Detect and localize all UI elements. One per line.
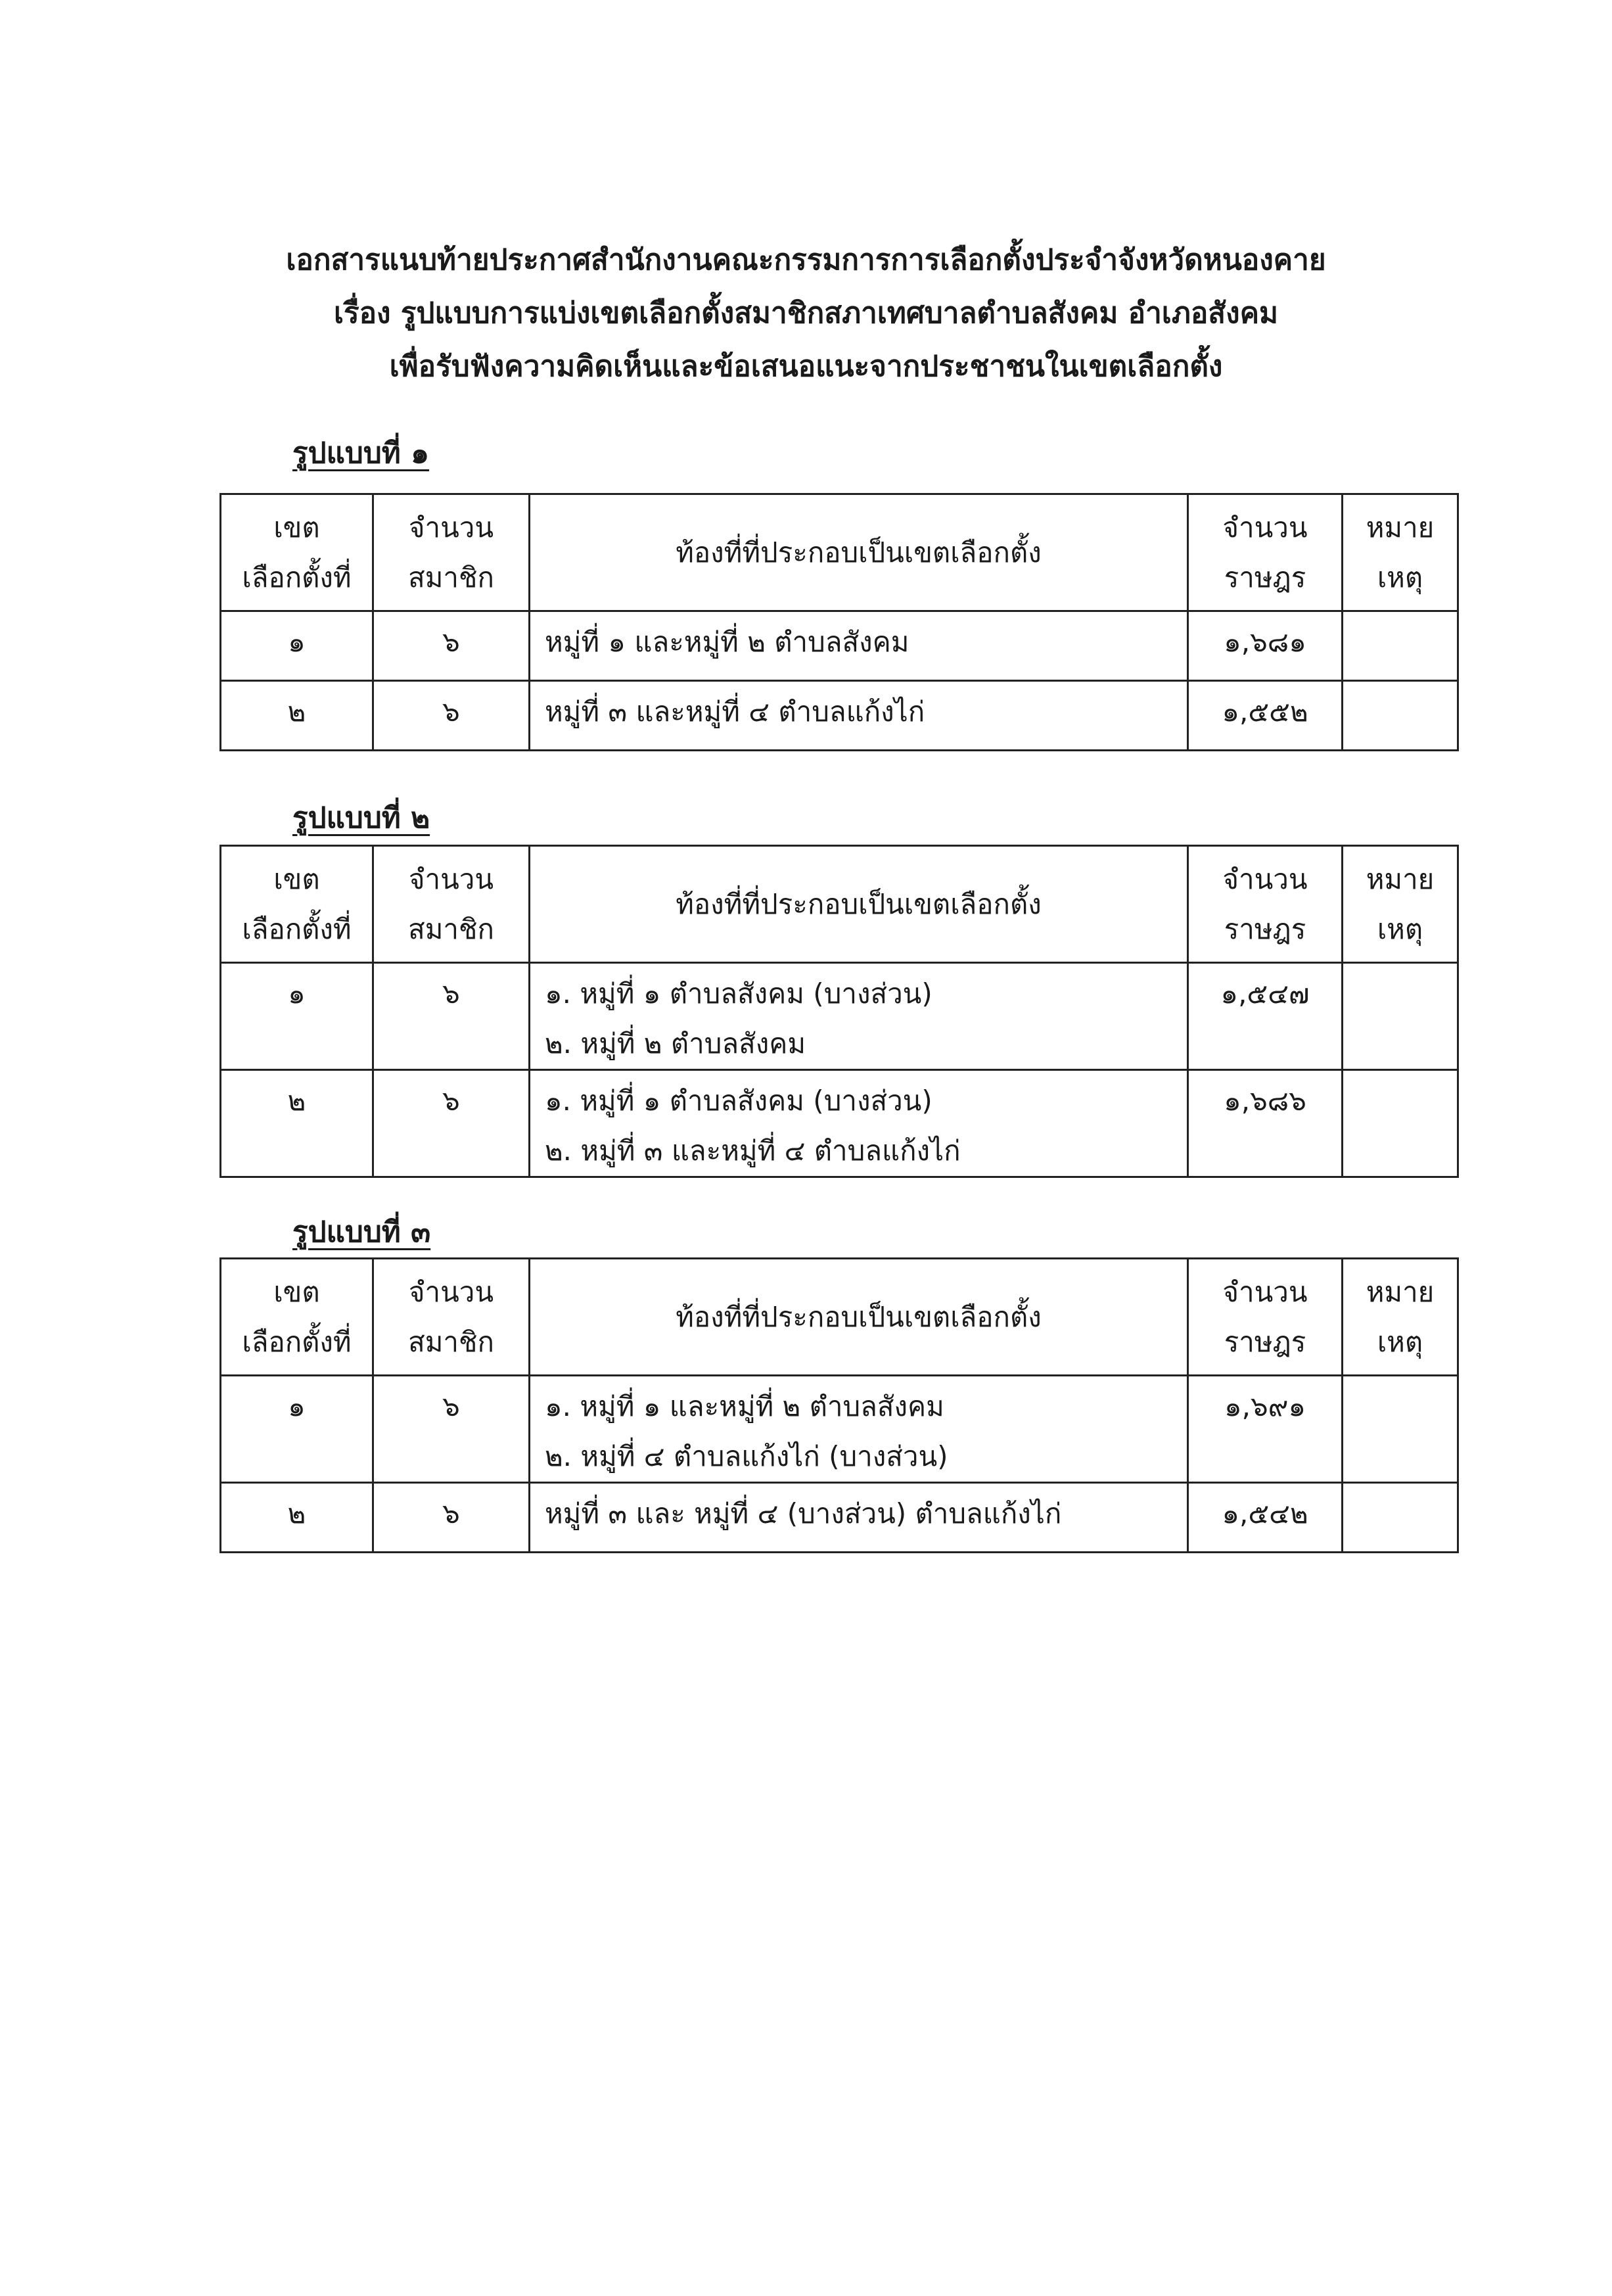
table-row bbox=[221, 1070, 1458, 1177]
column-header-members: จำนวน สมาชิก bbox=[373, 1259, 530, 1376]
column-header-population: จำนวน ราษฎร bbox=[1188, 1259, 1343, 1376]
note-cell bbox=[1343, 1376, 1458, 1483]
model-1-table bbox=[219, 493, 1459, 751]
table-header-row bbox=[221, 494, 1458, 611]
area-description: ๑. หมู่ที่ ๑ ตำบลสังคม (บางส่วน) ๒. หมู่ที่ ๒ ตำบลสังคม bbox=[530, 963, 1188, 1070]
district-number: ๒ bbox=[221, 681, 373, 751]
population-count: ๑,๕๔๗ bbox=[1188, 963, 1343, 1070]
district-number: ๑ bbox=[221, 611, 373, 681]
table-row bbox=[221, 1483, 1458, 1553]
model-2-title: รูปแบบที่ ๒ bbox=[292, 801, 430, 835]
district-number: ๒ bbox=[221, 1483, 373, 1553]
header-line-1: เอกสารแนบท้ายประกาศสำนักงานคณะกรรมการการเลือกตั้งประจำจังหวัดหนองคาย bbox=[286, 243, 1326, 277]
column-header-area: ท้องที่ที่ประกอบเป็นเขตเลือกตั้ง bbox=[530, 494, 1188, 611]
column-header-note: หมาย เหตุ bbox=[1343, 1259, 1458, 1376]
member-count: ๖ bbox=[373, 963, 530, 1070]
member-count: ๖ bbox=[373, 1376, 530, 1483]
model-1-title: รูปแบบที่ ๑ bbox=[292, 436, 430, 470]
model-2-table bbox=[219, 845, 1459, 1178]
column-header-area: ท้องที่ที่ประกอบเป็นเขตเลือกตั้ง bbox=[530, 846, 1188, 963]
population-count: ๑,๖๘๑ bbox=[1188, 611, 1343, 681]
model-3-table bbox=[219, 1257, 1459, 1553]
area-description: หมู่ที่ ๓ และ หมู่ที่ ๔ (บางส่วน) ตำบลแก้งไก่ bbox=[530, 1483, 1188, 1553]
column-header-population: จำนวน ราษฎร bbox=[1188, 494, 1343, 611]
column-header-district: เขต เลือกตั้งที่ bbox=[221, 1259, 373, 1376]
population-count: ๑,๕๕๒ bbox=[1188, 681, 1343, 751]
note-cell bbox=[1343, 1070, 1458, 1177]
note-cell bbox=[1343, 963, 1458, 1070]
column-header-note: หมาย เหตุ bbox=[1343, 846, 1458, 963]
member-count: ๖ bbox=[373, 611, 530, 681]
column-header-area: ท้องที่ที่ประกอบเป็นเขตเลือกตั้ง bbox=[530, 1259, 1188, 1376]
district-number: ๑ bbox=[221, 963, 373, 1070]
model-3-title: รูปแบบที่ ๓ bbox=[292, 1215, 431, 1249]
population-count: ๑,๖๙๑ bbox=[1188, 1376, 1343, 1483]
district-number: ๑ bbox=[221, 1376, 373, 1483]
district-number: ๒ bbox=[221, 1070, 373, 1177]
table-row bbox=[221, 1376, 1458, 1483]
table-row bbox=[221, 681, 1458, 751]
area-description: ๑. หมู่ที่ ๑ ตำบลสังคม (บางส่วน) ๒. หมู่ที่ ๓ และหมู่ที่ ๔ ตำบลแก้งไก่ bbox=[530, 1070, 1188, 1177]
header-line-3: เพื่อรับฟังความคิดเห็นและข้อเสนอแนะจากประชาชนในเขตเลือกตั้ง bbox=[389, 350, 1223, 383]
table-row bbox=[221, 963, 1458, 1070]
note-cell bbox=[1343, 1483, 1458, 1553]
note-cell bbox=[1343, 681, 1458, 751]
note-cell bbox=[1343, 611, 1458, 681]
column-header-note: หมาย เหตุ bbox=[1343, 494, 1458, 611]
table-row bbox=[221, 611, 1458, 681]
table-header-row bbox=[221, 846, 1458, 963]
column-header-members: จำนวน สมาชิก bbox=[373, 846, 530, 963]
member-count: ๖ bbox=[373, 1483, 530, 1553]
column-header-members: จำนวน สมาชิก bbox=[373, 494, 530, 611]
column-header-district: เขต เลือกตั้งที่ bbox=[221, 494, 373, 611]
population-count: ๑,๕๔๒ bbox=[1188, 1483, 1343, 1553]
member-count: ๖ bbox=[373, 681, 530, 751]
area-description: หมู่ที่ ๑ และหมู่ที่ ๒ ตำบลสังคม bbox=[530, 611, 1188, 681]
header-line-2: เรื่อง รูปแบบการแบ่งเขตเลือกตั้งสมาชิกสภาเทศบาลตำบลสังคม อำเภอสังคม bbox=[333, 296, 1279, 330]
member-count: ๖ bbox=[373, 1070, 530, 1177]
population-count: ๑,๖๘๖ bbox=[1188, 1070, 1343, 1177]
column-header-population: จำนวน ราษฎร bbox=[1188, 846, 1343, 963]
document-header bbox=[0, 233, 1612, 393]
area-description: หมู่ที่ ๓ และหมู่ที่ ๔ ตำบลแก้งไก่ bbox=[530, 681, 1188, 751]
table-header-row bbox=[221, 1259, 1458, 1376]
column-header-district: เขต เลือกตั้งที่ bbox=[221, 846, 373, 963]
area-description: ๑. หมู่ที่ ๑ และหมู่ที่ ๒ ตำบลสังคม ๒. หมู่ที่ ๔ ตำบลแก้งไก่ (บางส่วน) bbox=[530, 1376, 1188, 1483]
